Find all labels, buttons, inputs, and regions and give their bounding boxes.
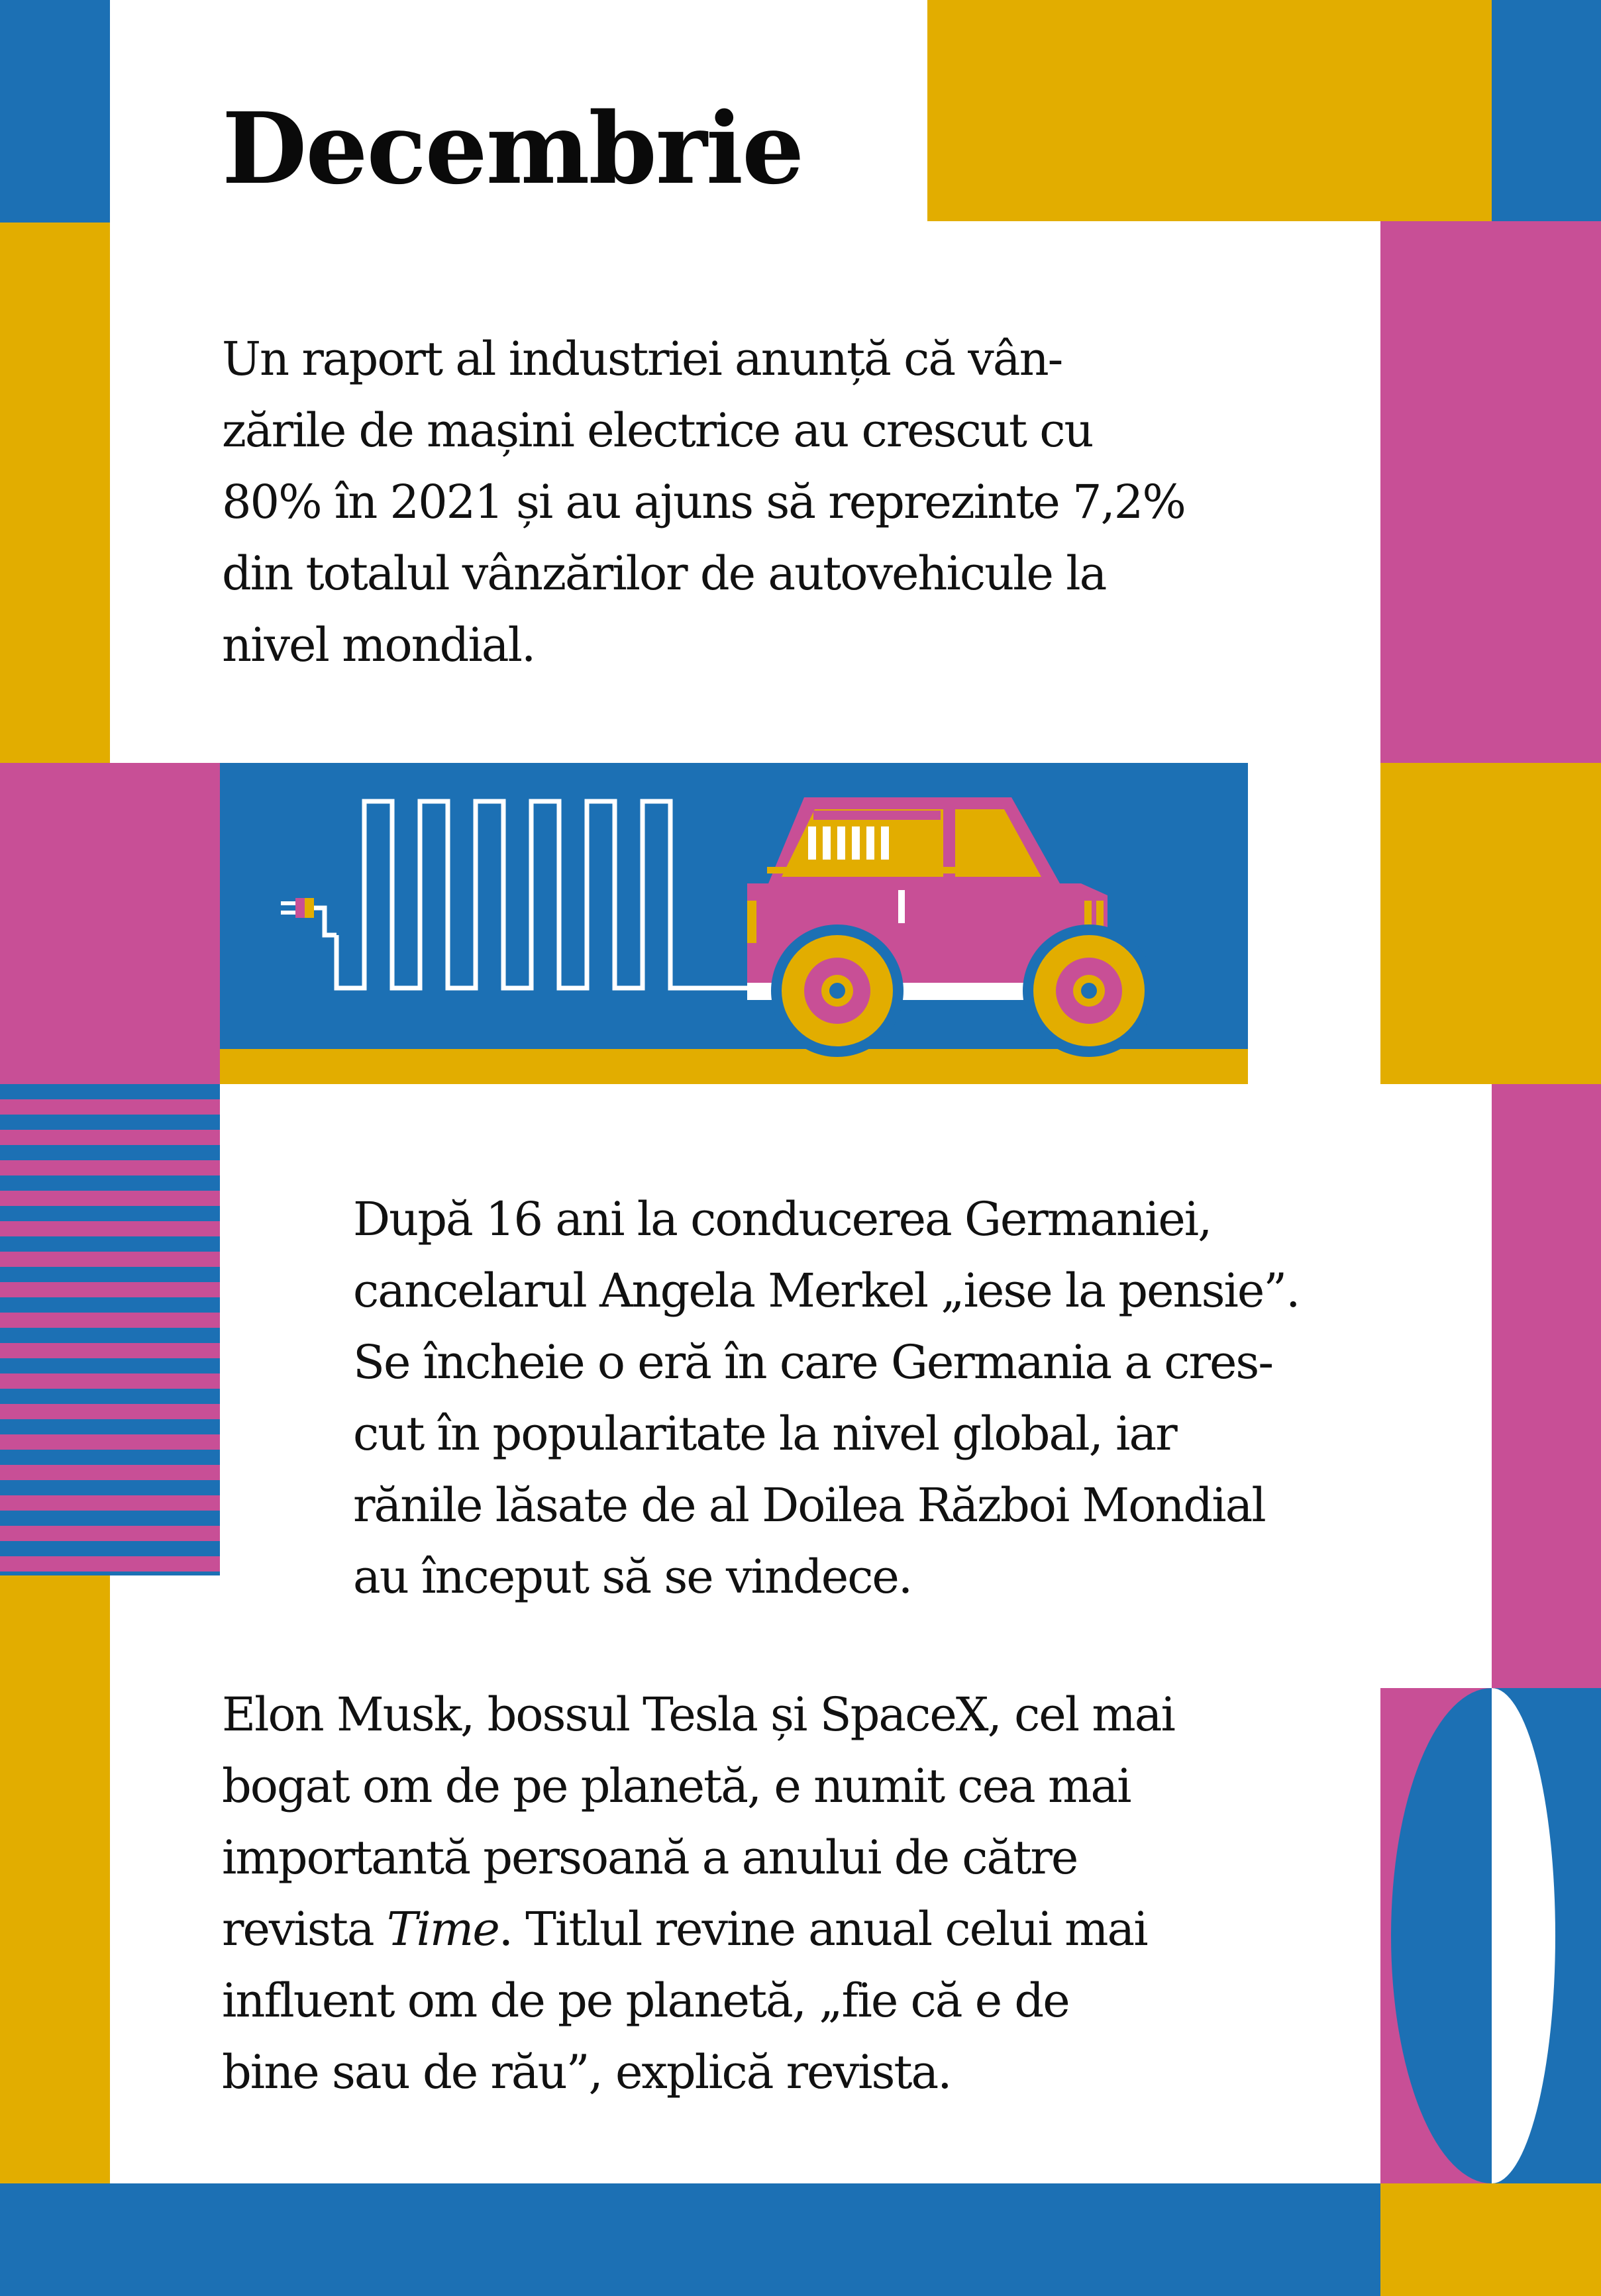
paragraph-line: După 16 ani la conducerea Germaniei, (353, 1192, 1212, 1246)
paragraph-line: rănile lăsate de al Doilea Război Mondial (353, 1478, 1265, 1532)
paragraph-line: cancelarul Angela Merkel „iese la pensie”. (353, 1264, 1300, 1318)
paragraph-line (222, 1893, 1174, 1965)
deco-block-bottom (0, 2183, 1380, 2296)
deco-block-left-upper (0, 223, 110, 763)
paragraph-line: din totalul vânzărilor de autovehicule la (222, 546, 1106, 601)
paragraph-line: 80% în 2021 și au ajuns să reprezinte 7,2% (222, 475, 1185, 529)
paragraph-line: Elon Musk, bossul Tesla și SpaceX, cel mai (222, 1687, 1174, 1742)
paragraph-musk (222, 1679, 1174, 2108)
paragraph-merkel (353, 1183, 1299, 1613)
page-title: Decembrie (222, 91, 803, 206)
deco-stripes-left (0, 1084, 220, 1575)
deco-block-top-right (927, 0, 1492, 221)
line-text: . Titlul revine anual celui mai (498, 1902, 1147, 1956)
deco-block-top-corner (1492, 0, 1601, 221)
deco-block-bottom-right (1380, 2183, 1601, 2296)
oval-decoration-white (1492, 1688, 1555, 2183)
deco-block-right-upper (1380, 221, 1601, 763)
paragraph-line: importantă persoană a anului de către (222, 1830, 1078, 1885)
deco-block-right-lower (1492, 1084, 1601, 1688)
paragraph-ev-sales (222, 323, 1185, 681)
paragraph-line: influent om de pe planetă, „fie că e de (222, 1973, 1069, 2028)
paragraph-line: cut în popularitate la nivel global, iar (353, 1407, 1176, 1461)
deco-block-left-lower (0, 1575, 110, 2183)
deco-block-right-middle (1380, 763, 1601, 1084)
deco-block-top-left (0, 0, 110, 223)
magazine-name: Time (386, 1902, 499, 1956)
deco-block-left-middle (0, 763, 220, 1084)
paragraph-line: bine sau de rău”, explică revista. (222, 2045, 951, 2099)
line-text: revista (222, 1902, 387, 1956)
oval-decoration-right-half (1492, 1688, 1601, 2183)
paragraph-line: Un raport al industriei anunță că vân- (222, 332, 1062, 386)
oval-decoration (1380, 1688, 1492, 2183)
car-charging-illustration (220, 763, 1248, 1084)
paragraph-line: zările de mașini electrice au crescut cu (222, 403, 1093, 458)
paragraph-line: bogat om de pe planetă, e numit cea mai (222, 1759, 1131, 1813)
paragraph-line: au început să se vindece. (353, 1550, 912, 1604)
paragraph-line: Se încheie o eră în care Germania a cres- (353, 1335, 1272, 1389)
paragraph-line: nivel mondial. (222, 618, 535, 672)
